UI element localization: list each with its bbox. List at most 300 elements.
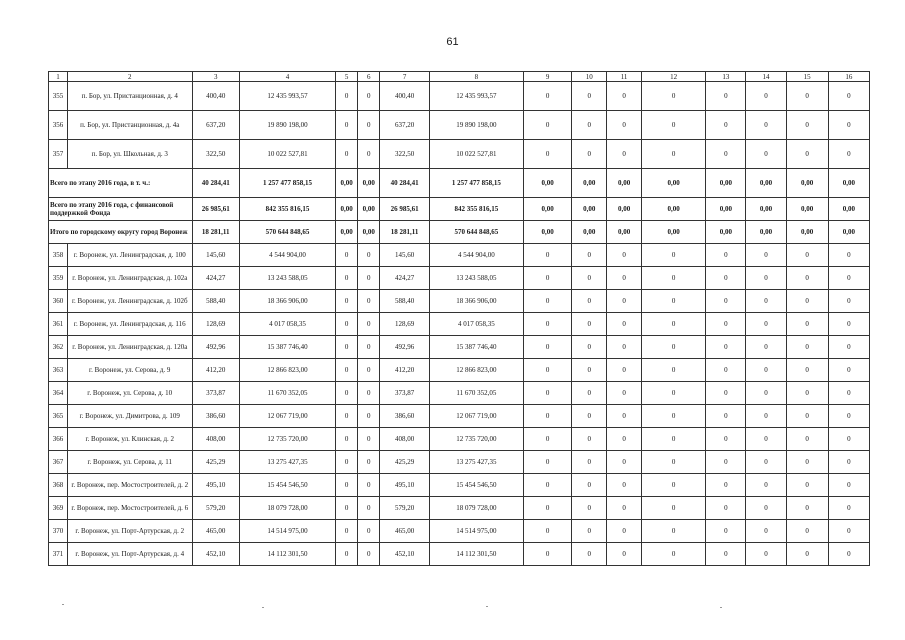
value-cell: 18 366 906,00 xyxy=(429,290,523,313)
value-cell: 0 xyxy=(572,359,607,382)
value-cell: 0 xyxy=(572,474,607,497)
value-cell: 588,40 xyxy=(380,290,430,313)
value-cell: 128,69 xyxy=(380,313,430,336)
summary-value: 0,00 xyxy=(358,221,380,244)
summary-label: Итого по городскому округу город Воронеж xyxy=(49,221,193,244)
value-cell: 0 xyxy=(358,382,380,405)
value-cell: 0 xyxy=(336,405,358,428)
summary-value: 0,00 xyxy=(786,169,828,198)
column-number: 9 xyxy=(523,72,572,82)
column-number-row xyxy=(49,72,870,82)
value-cell: 0 xyxy=(746,382,786,405)
table-row xyxy=(49,359,870,382)
summary-value: 0,00 xyxy=(523,198,572,221)
column-number: 1 xyxy=(49,72,68,82)
row-number: 356 xyxy=(49,111,68,140)
summary-value: 0,00 xyxy=(358,169,380,198)
row-number: 359 xyxy=(49,267,68,290)
value-cell: 0 xyxy=(706,497,746,520)
value-cell: 0 xyxy=(607,382,642,405)
value-cell: 0 xyxy=(336,451,358,474)
value-cell: 0 xyxy=(336,474,358,497)
summary-value: 0,00 xyxy=(607,198,642,221)
summary-value: 0,00 xyxy=(706,169,746,198)
value-cell: 0 xyxy=(572,451,607,474)
row-number: 370 xyxy=(49,520,68,543)
summary-value: 0,00 xyxy=(706,198,746,221)
column-number: 12 xyxy=(641,72,705,82)
column-number: 10 xyxy=(572,72,607,82)
value-cell: 19 890 198,00 xyxy=(239,111,335,140)
value-cell: 12 067 719,00 xyxy=(429,405,523,428)
value-cell: 0 xyxy=(607,290,642,313)
value-cell: 0 xyxy=(786,336,828,359)
summary-value: 18 281,11 xyxy=(380,221,430,244)
value-cell: 4 017 058,35 xyxy=(429,313,523,336)
address-cell: п. Бор, ул. Пристанционная, д. 4а xyxy=(67,111,192,140)
value-cell: 0 xyxy=(523,290,572,313)
value-cell: 0 xyxy=(746,405,786,428)
value-cell: 322,50 xyxy=(192,140,239,169)
value-cell: 425,29 xyxy=(192,451,239,474)
table-row xyxy=(49,497,870,520)
table-row xyxy=(49,543,870,566)
column-number: 16 xyxy=(828,72,869,82)
value-cell: 0 xyxy=(523,313,572,336)
value-cell: 0 xyxy=(786,313,828,336)
value-cell: 0 xyxy=(572,111,607,140)
value-cell: 0 xyxy=(828,359,869,382)
value-cell: 0 xyxy=(523,244,572,267)
value-cell: 0 xyxy=(336,267,358,290)
address-cell: г. Воронеж, ул. Серова, д. 11 xyxy=(67,451,192,474)
value-cell: 0 xyxy=(828,336,869,359)
address-cell: г. Воронеж, ул. Ленинградская, д. 116 xyxy=(67,313,192,336)
value-cell: 0 xyxy=(607,497,642,520)
value-cell: 0 xyxy=(523,336,572,359)
value-cell: 11 670 352,05 xyxy=(239,382,335,405)
value-cell: 0 xyxy=(786,382,828,405)
value-cell: 0 xyxy=(607,111,642,140)
value-cell: 0 xyxy=(336,290,358,313)
value-cell: 0 xyxy=(746,140,786,169)
value-cell: 0 xyxy=(336,336,358,359)
value-cell: 13 243 588,05 xyxy=(429,267,523,290)
summary-value: 0,00 xyxy=(607,169,642,198)
summary-row xyxy=(49,198,870,221)
value-cell: 588,40 xyxy=(192,290,239,313)
value-cell: 0 xyxy=(572,82,607,111)
value-cell: 637,20 xyxy=(192,111,239,140)
value-cell: 0 xyxy=(786,267,828,290)
row-number: 363 xyxy=(49,359,68,382)
value-cell: 0 xyxy=(786,82,828,111)
column-number: 4 xyxy=(239,72,335,82)
address-cell: г. Воронеж, ул. Клинская, д. 2 xyxy=(67,428,192,451)
value-cell: 0 xyxy=(358,428,380,451)
value-cell: 400,40 xyxy=(192,82,239,111)
value-cell: 0 xyxy=(572,405,607,428)
value-cell: 400,40 xyxy=(380,82,430,111)
value-cell: 145,60 xyxy=(192,244,239,267)
summary-value: 0,00 xyxy=(523,221,572,244)
value-cell: 0 xyxy=(706,405,746,428)
summary-value: 18 281,11 xyxy=(192,221,239,244)
address-cell: г. Воронеж, ул. Ленинградская, д. 102а xyxy=(67,267,192,290)
value-cell: 0 xyxy=(641,244,705,267)
row-number: 366 xyxy=(49,428,68,451)
address-cell: п. Бор, ул. Школьная, д. 3 xyxy=(67,140,192,169)
value-cell: 0 xyxy=(828,267,869,290)
summary-label: Всего по этапу 2016 года, с финансовой поддержкой Фонда xyxy=(49,198,193,221)
value-cell: 0 xyxy=(828,111,869,140)
value-cell: 0 xyxy=(358,497,380,520)
table-row xyxy=(49,290,870,313)
value-cell: 0 xyxy=(523,382,572,405)
value-cell: 0 xyxy=(786,520,828,543)
summary-value: 26 985,61 xyxy=(380,198,430,221)
value-cell: 0 xyxy=(706,140,746,169)
value-cell: 13 275 427,35 xyxy=(429,451,523,474)
value-cell: 0 xyxy=(336,82,358,111)
value-cell: 18 079 728,00 xyxy=(429,497,523,520)
value-cell: 495,10 xyxy=(380,474,430,497)
summary-value: 40 284,41 xyxy=(380,169,430,198)
value-cell: 10 022 527,81 xyxy=(239,140,335,169)
value-cell: 0 xyxy=(641,313,705,336)
summary-label: Всего по этапу 2016 года, в т. ч.: xyxy=(49,169,193,198)
address-cell: г. Воронеж, пер. Мостостроителей, д. 6 xyxy=(67,497,192,520)
value-cell: 10 022 527,81 xyxy=(429,140,523,169)
value-cell: 0 xyxy=(607,520,642,543)
value-cell: 0 xyxy=(572,313,607,336)
value-cell: 0 xyxy=(607,405,642,428)
value-cell: 0 xyxy=(641,290,705,313)
summary-value: 0,00 xyxy=(786,198,828,221)
value-cell: 495,10 xyxy=(192,474,239,497)
value-cell: 0 xyxy=(336,543,358,566)
address-cell: г. Воронеж, ул. Порт-Артурская, д. 4 xyxy=(67,543,192,566)
value-cell: 128,69 xyxy=(192,313,239,336)
value-cell: 0 xyxy=(706,82,746,111)
value-cell: 0 xyxy=(572,244,607,267)
value-cell: 0 xyxy=(358,140,380,169)
value-cell: 15 387 746,40 xyxy=(429,336,523,359)
value-cell: 465,00 xyxy=(380,520,430,543)
value-cell: 0 xyxy=(746,359,786,382)
value-cell: 0 xyxy=(607,244,642,267)
value-cell: 424,27 xyxy=(380,267,430,290)
value-cell: 0 xyxy=(746,111,786,140)
value-cell: 0 xyxy=(706,267,746,290)
value-cell: 0 xyxy=(607,82,642,111)
value-cell: 0 xyxy=(358,336,380,359)
value-cell: 0 xyxy=(706,520,746,543)
value-cell: 0 xyxy=(828,428,869,451)
value-cell: 15 454 546,50 xyxy=(239,474,335,497)
value-cell: 0 xyxy=(336,520,358,543)
summary-value: 1 257 477 858,15 xyxy=(239,169,335,198)
column-number: 11 xyxy=(607,72,642,82)
value-cell: 0 xyxy=(358,474,380,497)
value-cell: 0 xyxy=(523,497,572,520)
table-body xyxy=(49,72,870,566)
value-cell: 0 xyxy=(706,451,746,474)
value-cell: 14 112 301,50 xyxy=(429,543,523,566)
value-cell: 0 xyxy=(641,82,705,111)
address-cell: г. Воронеж, ул. Порт-Артурская, д. 2 xyxy=(67,520,192,543)
value-cell: 0 xyxy=(336,428,358,451)
value-cell: 0 xyxy=(572,336,607,359)
column-number: 5 xyxy=(336,72,358,82)
value-cell: 322,50 xyxy=(380,140,430,169)
table-row xyxy=(49,111,870,140)
row-number: 361 xyxy=(49,313,68,336)
value-cell: 0 xyxy=(706,336,746,359)
value-cell: 0 xyxy=(786,244,828,267)
value-cell: 0 xyxy=(358,290,380,313)
value-cell: 0 xyxy=(746,82,786,111)
page-number: 61 xyxy=(446,36,459,48)
value-cell: 0 xyxy=(572,428,607,451)
summary-value: 0,00 xyxy=(641,198,705,221)
address-cell: п. Бор, ул. Пристанционная, д. 4 xyxy=(67,82,192,111)
value-cell: 0 xyxy=(336,359,358,382)
value-cell: 12 866 823,00 xyxy=(239,359,335,382)
value-cell: 0 xyxy=(523,82,572,111)
value-cell: 0 xyxy=(641,451,705,474)
value-cell: 0 xyxy=(828,451,869,474)
value-cell: 0 xyxy=(641,497,705,520)
value-cell: 408,00 xyxy=(380,428,430,451)
value-cell: 0 xyxy=(746,497,786,520)
value-cell: 0 xyxy=(786,140,828,169)
value-cell: 492,96 xyxy=(380,336,430,359)
table-row xyxy=(49,474,870,497)
value-cell: 0 xyxy=(358,313,380,336)
value-cell: 0 xyxy=(572,140,607,169)
table-row xyxy=(49,382,870,405)
value-cell: 0 xyxy=(607,313,642,336)
value-cell: 0 xyxy=(358,359,380,382)
value-cell: 12 435 993,57 xyxy=(239,82,335,111)
table-row xyxy=(49,313,870,336)
value-cell: 0 xyxy=(523,140,572,169)
row-number: 367 xyxy=(49,451,68,474)
value-cell: 0 xyxy=(607,359,642,382)
value-cell: 0 xyxy=(572,520,607,543)
summary-value: 0,00 xyxy=(336,221,358,244)
value-cell: 0 xyxy=(336,140,358,169)
value-cell: 0 xyxy=(746,520,786,543)
value-cell: 579,20 xyxy=(192,497,239,520)
value-cell: 412,20 xyxy=(192,359,239,382)
summary-value: 0,00 xyxy=(786,221,828,244)
value-cell: 0 xyxy=(786,428,828,451)
value-cell: 0 xyxy=(828,290,869,313)
value-cell: 412,20 xyxy=(380,359,430,382)
summary-value: 0,00 xyxy=(746,221,786,244)
value-cell: 12 067 719,00 xyxy=(239,405,335,428)
value-cell: 0 xyxy=(572,543,607,566)
value-cell: 12 866 823,00 xyxy=(429,359,523,382)
value-cell: 579,20 xyxy=(380,497,430,520)
address-cell: г. Воронеж, пер. Мостостроителей, д. 2 xyxy=(67,474,192,497)
summary-row xyxy=(49,169,870,198)
value-cell: 0 xyxy=(641,474,705,497)
row-number: 364 xyxy=(49,382,68,405)
value-cell: 0 xyxy=(641,359,705,382)
value-cell: 0 xyxy=(746,474,786,497)
summary-value: 0,00 xyxy=(641,221,705,244)
value-cell: 0 xyxy=(786,359,828,382)
value-cell: 0 xyxy=(706,359,746,382)
value-cell: 0 xyxy=(746,543,786,566)
value-cell: 0 xyxy=(786,290,828,313)
table-row xyxy=(49,244,870,267)
value-cell: 0 xyxy=(641,543,705,566)
value-cell: 14 112 301,50 xyxy=(239,543,335,566)
value-cell: 0 xyxy=(641,267,705,290)
table-row xyxy=(49,451,870,474)
address-cell: г. Воронеж, ул. Серова, д. 10 xyxy=(67,382,192,405)
value-cell: 19 890 198,00 xyxy=(429,111,523,140)
summary-value: 842 355 816,15 xyxy=(239,198,335,221)
row-number: 362 xyxy=(49,336,68,359)
table-row xyxy=(49,428,870,451)
summary-value: 0,00 xyxy=(523,169,572,198)
value-cell: 0 xyxy=(828,405,869,428)
value-cell: 492,96 xyxy=(192,336,239,359)
value-cell: 0 xyxy=(572,290,607,313)
table-row xyxy=(49,82,870,111)
value-cell: 637,20 xyxy=(380,111,430,140)
value-cell: 373,87 xyxy=(380,382,430,405)
value-cell: 0 xyxy=(706,382,746,405)
value-cell: 0 xyxy=(641,111,705,140)
value-cell: 373,87 xyxy=(192,382,239,405)
summary-value: 26 985,61 xyxy=(192,198,239,221)
value-cell: 0 xyxy=(828,244,869,267)
value-cell: 0 xyxy=(828,543,869,566)
row-number: 371 xyxy=(49,543,68,566)
table-row xyxy=(49,405,870,428)
value-cell: 0 xyxy=(641,336,705,359)
value-cell: 0 xyxy=(786,543,828,566)
value-cell: 15 454 546,50 xyxy=(429,474,523,497)
value-cell: 0 xyxy=(607,451,642,474)
value-cell: 0 xyxy=(358,267,380,290)
column-number: 14 xyxy=(746,72,786,82)
value-cell: 0 xyxy=(572,267,607,290)
value-cell: 0 xyxy=(828,520,869,543)
value-cell: 0 xyxy=(641,428,705,451)
value-cell: 0 xyxy=(786,405,828,428)
value-cell: 18 079 728,00 xyxy=(239,497,335,520)
value-cell: 465,00 xyxy=(192,520,239,543)
value-cell: 424,27 xyxy=(192,267,239,290)
value-cell: 0 xyxy=(641,382,705,405)
register-table xyxy=(48,71,870,566)
value-cell: 0 xyxy=(607,267,642,290)
value-cell: 0 xyxy=(706,474,746,497)
value-cell: 0 xyxy=(786,111,828,140)
value-cell: 0 xyxy=(336,382,358,405)
value-cell: 0 xyxy=(336,244,358,267)
value-cell: 0 xyxy=(523,451,572,474)
value-cell: 145,60 xyxy=(380,244,430,267)
value-cell: 12 735 720,00 xyxy=(239,428,335,451)
address-cell: г. Воронеж, ул. Ленинградская, д. 100 xyxy=(67,244,192,267)
value-cell: 0 xyxy=(828,382,869,405)
value-cell: 0 xyxy=(706,244,746,267)
value-cell: 0 xyxy=(828,474,869,497)
value-cell: 0 xyxy=(523,111,572,140)
value-cell: 0 xyxy=(336,111,358,140)
row-number: 357 xyxy=(49,140,68,169)
value-cell: 452,10 xyxy=(380,543,430,566)
value-cell: 0 xyxy=(746,267,786,290)
table-row xyxy=(49,520,870,543)
summary-value: 0,00 xyxy=(641,169,705,198)
value-cell: 0 xyxy=(706,313,746,336)
value-cell: 0 xyxy=(358,111,380,140)
value-cell: 0 xyxy=(607,336,642,359)
row-number: 360 xyxy=(49,290,68,313)
value-cell: 0 xyxy=(706,111,746,140)
value-cell: 0 xyxy=(336,313,358,336)
row-number: 365 xyxy=(49,405,68,428)
value-cell: 14 514 975,00 xyxy=(429,520,523,543)
value-cell: 0 xyxy=(336,497,358,520)
column-number: 6 xyxy=(358,72,380,82)
summary-value: 1 257 477 858,15 xyxy=(429,169,523,198)
value-cell: 0 xyxy=(607,428,642,451)
value-cell: 0 xyxy=(358,82,380,111)
column-number: 3 xyxy=(192,72,239,82)
address-cell: г. Воронеж, ул. Ленинградская, д. 120а xyxy=(67,336,192,359)
value-cell: 0 xyxy=(746,290,786,313)
summary-value: 40 284,41 xyxy=(192,169,239,198)
value-cell: 0 xyxy=(607,543,642,566)
summary-value: 0,00 xyxy=(572,198,607,221)
value-cell: 0 xyxy=(706,543,746,566)
summary-value: 0,00 xyxy=(828,169,869,198)
summary-value: 0,00 xyxy=(706,221,746,244)
value-cell: 0 xyxy=(523,267,572,290)
column-number: 8 xyxy=(429,72,523,82)
row-number: 368 xyxy=(49,474,68,497)
summary-value: 0,00 xyxy=(336,169,358,198)
value-cell: 4 544 904,00 xyxy=(239,244,335,267)
value-cell: 425,29 xyxy=(380,451,430,474)
column-number: 7 xyxy=(380,72,430,82)
value-cell: 0 xyxy=(523,428,572,451)
value-cell: 0 xyxy=(523,543,572,566)
value-cell: 18 366 906,00 xyxy=(239,290,335,313)
value-cell: 0 xyxy=(358,543,380,566)
row-number: 369 xyxy=(49,497,68,520)
value-cell: 0 xyxy=(607,474,642,497)
value-cell: 13 275 427,35 xyxy=(239,451,335,474)
summary-value: 570 644 848,65 xyxy=(429,221,523,244)
value-cell: 386,60 xyxy=(192,405,239,428)
summary-value: 0,00 xyxy=(828,221,869,244)
table-row xyxy=(49,267,870,290)
value-cell: 0 xyxy=(786,497,828,520)
value-cell: 0 xyxy=(641,140,705,169)
value-cell: 4 544 904,00 xyxy=(429,244,523,267)
